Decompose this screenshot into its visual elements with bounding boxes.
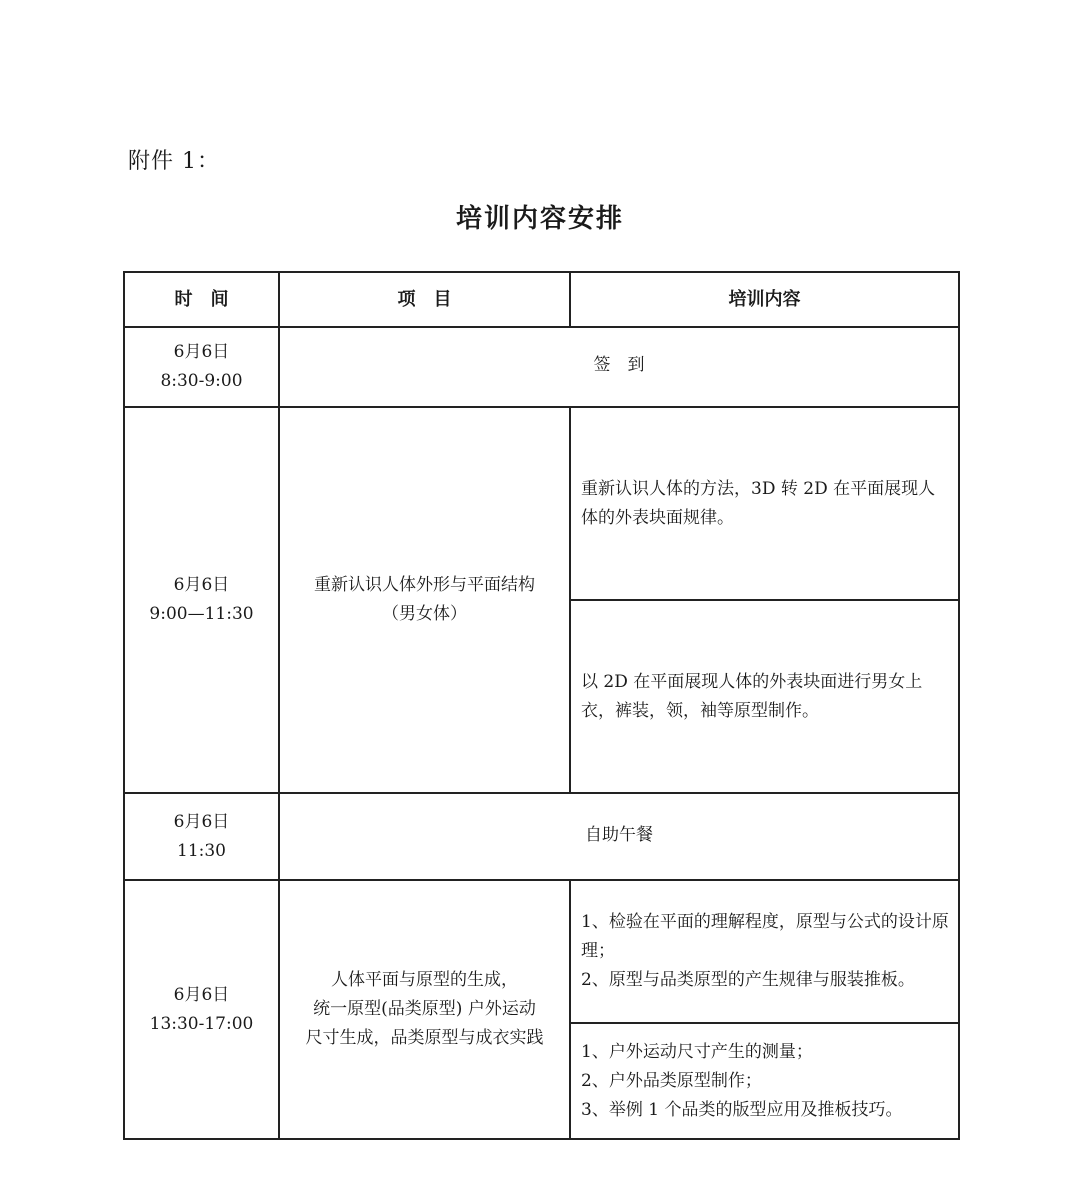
content-cell xyxy=(570,880,959,1023)
content-text: 1、检验在平面的理解程度，原型与公式的设计原理； xyxy=(581,912,949,961)
content-cell xyxy=(570,407,959,600)
date-text: 6月6日 xyxy=(173,342,230,362)
time-cell xyxy=(124,407,279,793)
content-cell xyxy=(570,600,959,793)
document-title: 培训内容安排 xyxy=(455,204,624,234)
item-text: （男女体） xyxy=(382,604,467,624)
content-text: 3、举例 1 个品类的版型应用及推板技巧。 xyxy=(581,1099,903,1120)
header-time: 时 间 xyxy=(124,272,279,327)
item-cell xyxy=(279,407,570,793)
sign-in-text: 签 到 xyxy=(593,355,645,375)
item-text: 统一原型(品类原型) 户外运动 xyxy=(313,999,536,1019)
content-text: 以 2D 在平面展现人体的外表块面进行男女上衣，裤装，领，袖等原型制作。 xyxy=(581,671,923,721)
attachment-label: 附件 1： xyxy=(128,149,220,174)
table-row xyxy=(124,327,959,407)
merged-cell xyxy=(279,793,959,880)
date-text: 6月6日 xyxy=(173,811,230,832)
date-text: 6月6日 xyxy=(173,575,230,595)
time-text: 8:30-9:00 xyxy=(160,371,243,391)
item-text: 人体平面与原型的生成， xyxy=(331,970,518,990)
item-text: 重新认识人体外形与平面结构 xyxy=(314,575,535,595)
time-text: 9:00—11:30 xyxy=(149,604,254,624)
time-cell xyxy=(124,793,279,880)
table-row xyxy=(124,407,959,600)
item-cell xyxy=(279,880,570,1139)
header-content: 培训内容 xyxy=(570,272,959,327)
content-text: 重新认识人体的方法，3D 转 2D 在平面展现人体的外表块面规律。 xyxy=(581,478,936,528)
content-cell xyxy=(570,1023,959,1139)
time-cell xyxy=(124,327,279,407)
item-text: 尺寸生成，品类原型与成衣实践 xyxy=(305,1028,544,1048)
time-text: 11:30 xyxy=(177,840,226,861)
schedule-table xyxy=(123,271,960,1140)
header-item: 项 目 xyxy=(279,272,570,327)
content-text: 2、原型与品类原型的产生规律与服装推板。 xyxy=(581,970,915,990)
date-text: 6月6日 xyxy=(173,984,230,1005)
table-row xyxy=(124,880,959,1023)
lunch-text: 自助午餐 xyxy=(585,824,653,845)
merged-cell xyxy=(279,327,959,407)
content-text: 1、户外运动尺寸产生的测量； xyxy=(581,1041,813,1062)
time-cell xyxy=(124,880,279,1139)
table-header-row xyxy=(124,272,959,327)
content-text: 2、户外品类原型制作； xyxy=(581,1070,762,1091)
table-row xyxy=(124,793,959,880)
time-text: 13:30-17:00 xyxy=(149,1013,254,1034)
